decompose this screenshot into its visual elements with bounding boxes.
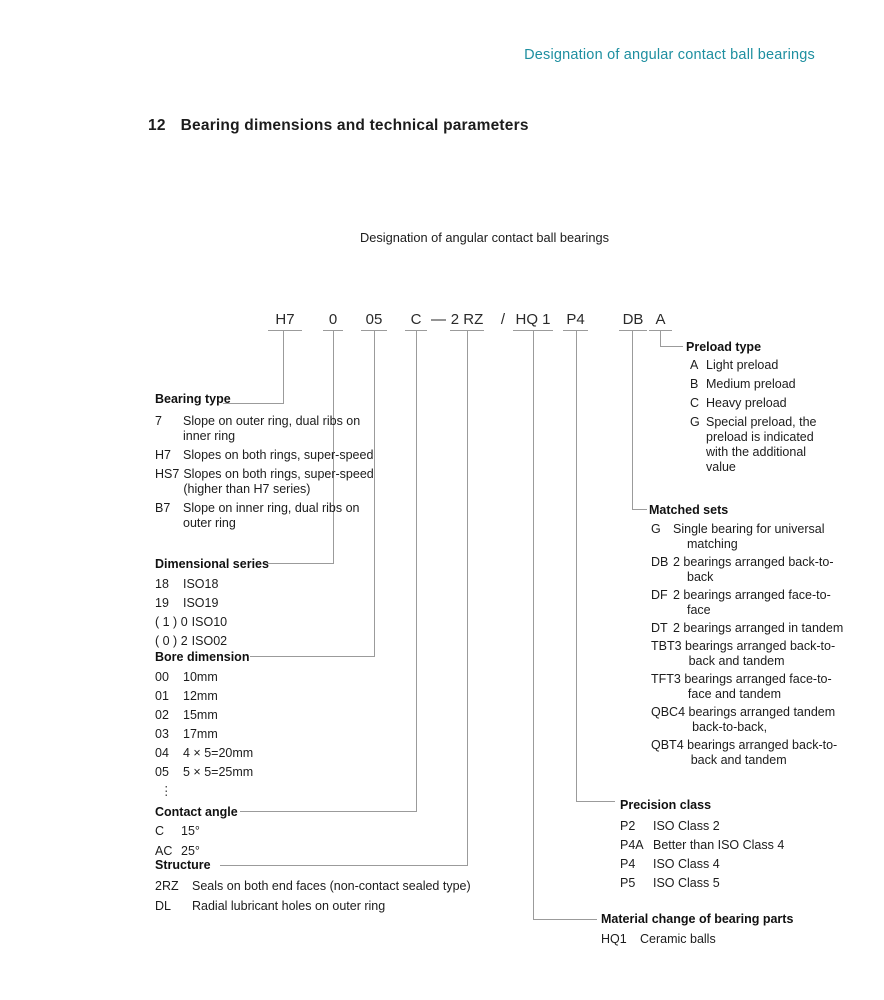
list-item (620, 838, 840, 853)
item-desc: 3 bearings arranged face-to-face and tandem (673, 672, 832, 701)
list-item (155, 765, 375, 780)
connector-line (576, 331, 577, 802)
section-title: Dimensional series (155, 557, 269, 571)
item-desc: Slope on inner ring, dual ribs on outer ring (183, 501, 360, 530)
item-code: DB (651, 555, 669, 569)
list-item (690, 396, 856, 411)
item-desc: Heavy preload (706, 396, 787, 410)
section-title: Contact angle (155, 805, 238, 819)
item-desc: Light preload (706, 358, 779, 372)
item-desc: 3 bearings arranged back-to-back and tandem (674, 639, 836, 668)
list-item (155, 501, 385, 531)
item-desc: Seals on both end faces (non-contact sealed type) (192, 879, 471, 893)
item-desc: Radial lubricant holes on outer ring (192, 899, 386, 913)
list-item (155, 844, 375, 859)
item-desc: ISO Class 5 (653, 876, 720, 890)
list-item (651, 738, 849, 768)
item-code: G (690, 415, 700, 429)
item-code: 7 (155, 414, 162, 428)
item-list (155, 414, 385, 531)
item-code: 02 (155, 708, 169, 722)
connector-line (660, 331, 661, 347)
item-desc: 4 × 5=20mm (183, 746, 254, 760)
item-desc: Single bearing for universal matching (673, 522, 825, 551)
item-desc: 15mm (183, 708, 218, 722)
item-desc: 2 bearings arranged back-to-back (673, 555, 834, 584)
item-code: C (690, 396, 700, 410)
designation-segment: A (649, 310, 672, 331)
section-title: Bearing type (155, 392, 231, 406)
section-bore-dimension (155, 650, 375, 799)
item-desc: Slope on outer ring, dual ribs on inner ring (183, 414, 361, 443)
list-item (651, 705, 849, 735)
item-desc: 5 × 5=25mm (183, 765, 254, 779)
section-material-change (601, 912, 861, 951)
list-item (620, 876, 840, 891)
item-list (155, 879, 515, 914)
item-desc: Slopes on both rings, super-speed (183, 448, 374, 462)
connector-line (533, 919, 597, 920)
item-code: DT (651, 621, 668, 635)
item-code: H7 (155, 448, 171, 462)
connector-line (660, 346, 683, 347)
item-code: P5 (620, 876, 636, 890)
chapter-title (148, 117, 529, 135)
list-item (155, 634, 375, 649)
item-desc: 2 bearings arranged in tandem (673, 621, 844, 635)
item-desc: Slopes on both rings, super-speed (higher than H7 series) (183, 467, 374, 496)
item-list (651, 522, 849, 768)
list-item (651, 555, 849, 585)
list-item (155, 824, 375, 839)
list-item (651, 588, 849, 618)
connector-line (632, 509, 647, 510)
section-title: Material change of bearing parts (601, 912, 794, 926)
item-desc: 12mm (183, 689, 218, 703)
list-item (651, 639, 849, 669)
list-item (620, 819, 840, 834)
designation-segment: H7 (268, 310, 302, 331)
list-item (155, 899, 515, 914)
item-code: C (155, 824, 165, 838)
item-desc: Better than ISO Class 4 (653, 838, 785, 852)
list-item (155, 467, 385, 497)
designation-segment: 05 (361, 310, 387, 331)
item-desc: 17mm (183, 727, 218, 741)
item-code: 00 (155, 670, 169, 684)
item-list (620, 819, 840, 891)
item-desc: ISO10 (191, 615, 228, 629)
running-header: Designation of angular contact ball bearings (524, 47, 815, 63)
list-item (155, 615, 375, 630)
list-item (651, 621, 849, 636)
item-code: QBC (651, 705, 679, 719)
item-code: ( 0 ) 2 (155, 634, 188, 648)
item-code: 18 (155, 577, 169, 591)
list-item (155, 577, 375, 592)
item-code: B7 (155, 501, 171, 515)
section-dimensional-series (155, 557, 375, 653)
item-desc: ISO Class 4 (653, 857, 720, 871)
connector-line (576, 801, 615, 802)
item-code: 05 (155, 765, 169, 779)
item-desc: 10mm (183, 670, 218, 684)
item-code: P2 (620, 819, 636, 833)
item-code: AC (155, 844, 173, 858)
designation-segment: DB (619, 310, 647, 331)
chapter-title-text: Bearing dimensions and technical parameters (180, 117, 529, 134)
list-item (155, 670, 375, 685)
list-item (690, 415, 856, 475)
list-item (155, 448, 385, 463)
item-desc: 4 bearings arranged tandem back-to-back, (678, 705, 836, 734)
connector-line (467, 331, 468, 866)
section-title: Bore dimension (155, 650, 250, 664)
item-list (155, 824, 375, 859)
item-code: 03 (155, 727, 169, 741)
list-item (651, 672, 849, 702)
chapter-number: 12 (148, 117, 166, 134)
item-code: P4 (620, 857, 636, 871)
section-preload-type (686, 340, 856, 479)
section-title: Matched sets (649, 503, 729, 517)
designation-segment: 2 RZ (450, 310, 484, 331)
list-item (155, 596, 375, 611)
item-desc: 2 bearings arranged face-to-face (673, 588, 831, 617)
item-desc: ISO02 (191, 634, 228, 648)
item-code: A (690, 358, 699, 372)
diagram-title: Designation of angular contact ball bearings (360, 230, 609, 245)
section-title: Preload type (686, 340, 762, 354)
section-title: Precision class (620, 798, 712, 812)
designation-segment: — (431, 311, 446, 328)
designation-segment: P4 (563, 310, 588, 331)
designation-segment: 0 (323, 310, 343, 331)
connector-line (416, 331, 417, 812)
item-desc: Ceramic balls (640, 932, 716, 946)
section-contact-angle (155, 805, 375, 864)
ellipsis: ⋮ (160, 784, 173, 798)
item-code: TFT (651, 672, 674, 686)
item-code: DL (155, 899, 171, 913)
item-desc: 15° (181, 824, 200, 838)
section-precision-class (620, 798, 840, 895)
item-code: B (690, 377, 699, 391)
item-code: 04 (155, 746, 169, 760)
list-item (155, 414, 385, 444)
connector-line (632, 331, 633, 510)
list-item (620, 857, 840, 872)
list-item (690, 377, 856, 392)
list-item (155, 727, 375, 742)
item-code: QBT (651, 738, 677, 752)
list-item (690, 358, 856, 373)
item-desc: ISO Class 2 (653, 819, 720, 833)
designation-segment: C (405, 310, 427, 331)
list-item (155, 689, 375, 704)
list-item (155, 746, 375, 761)
item-code: HS7 (155, 467, 180, 481)
designation-segment: HQ 1 (513, 310, 553, 331)
item-code: P4A (620, 838, 644, 852)
list-item (155, 708, 375, 723)
list-item (155, 879, 515, 894)
item-desc: ISO19 (183, 596, 219, 610)
connector-line (533, 331, 534, 920)
item-code: HQ1 (601, 932, 627, 946)
section-title: Structure (155, 858, 211, 872)
item-code: 2RZ (155, 879, 179, 893)
item-list (155, 670, 375, 780)
item-list (690, 358, 856, 475)
section-matched-sets (649, 503, 849, 771)
item-desc: ISO18 (183, 577, 219, 591)
section-bearing-type (155, 392, 385, 535)
item-code: DF (651, 588, 668, 602)
section-structure (155, 858, 515, 919)
item-desc: Medium preload (706, 377, 796, 391)
item-desc: Special preload, the preload is indicated with the additional value (706, 415, 817, 474)
item-code: 01 (155, 689, 169, 703)
item-code: 19 (155, 596, 169, 610)
list-item (651, 522, 849, 552)
item-desc: 4 bearings arranged back-to-back and tandem (676, 738, 838, 767)
list-item (601, 932, 861, 947)
item-list (155, 577, 375, 649)
designation-segment: / (500, 311, 506, 328)
item-desc: 25° (181, 844, 200, 858)
item-code: ( 1 ) 0 (155, 615, 188, 629)
item-code: G (651, 522, 661, 536)
item-code: TBT (651, 639, 675, 653)
item-list (601, 932, 861, 947)
